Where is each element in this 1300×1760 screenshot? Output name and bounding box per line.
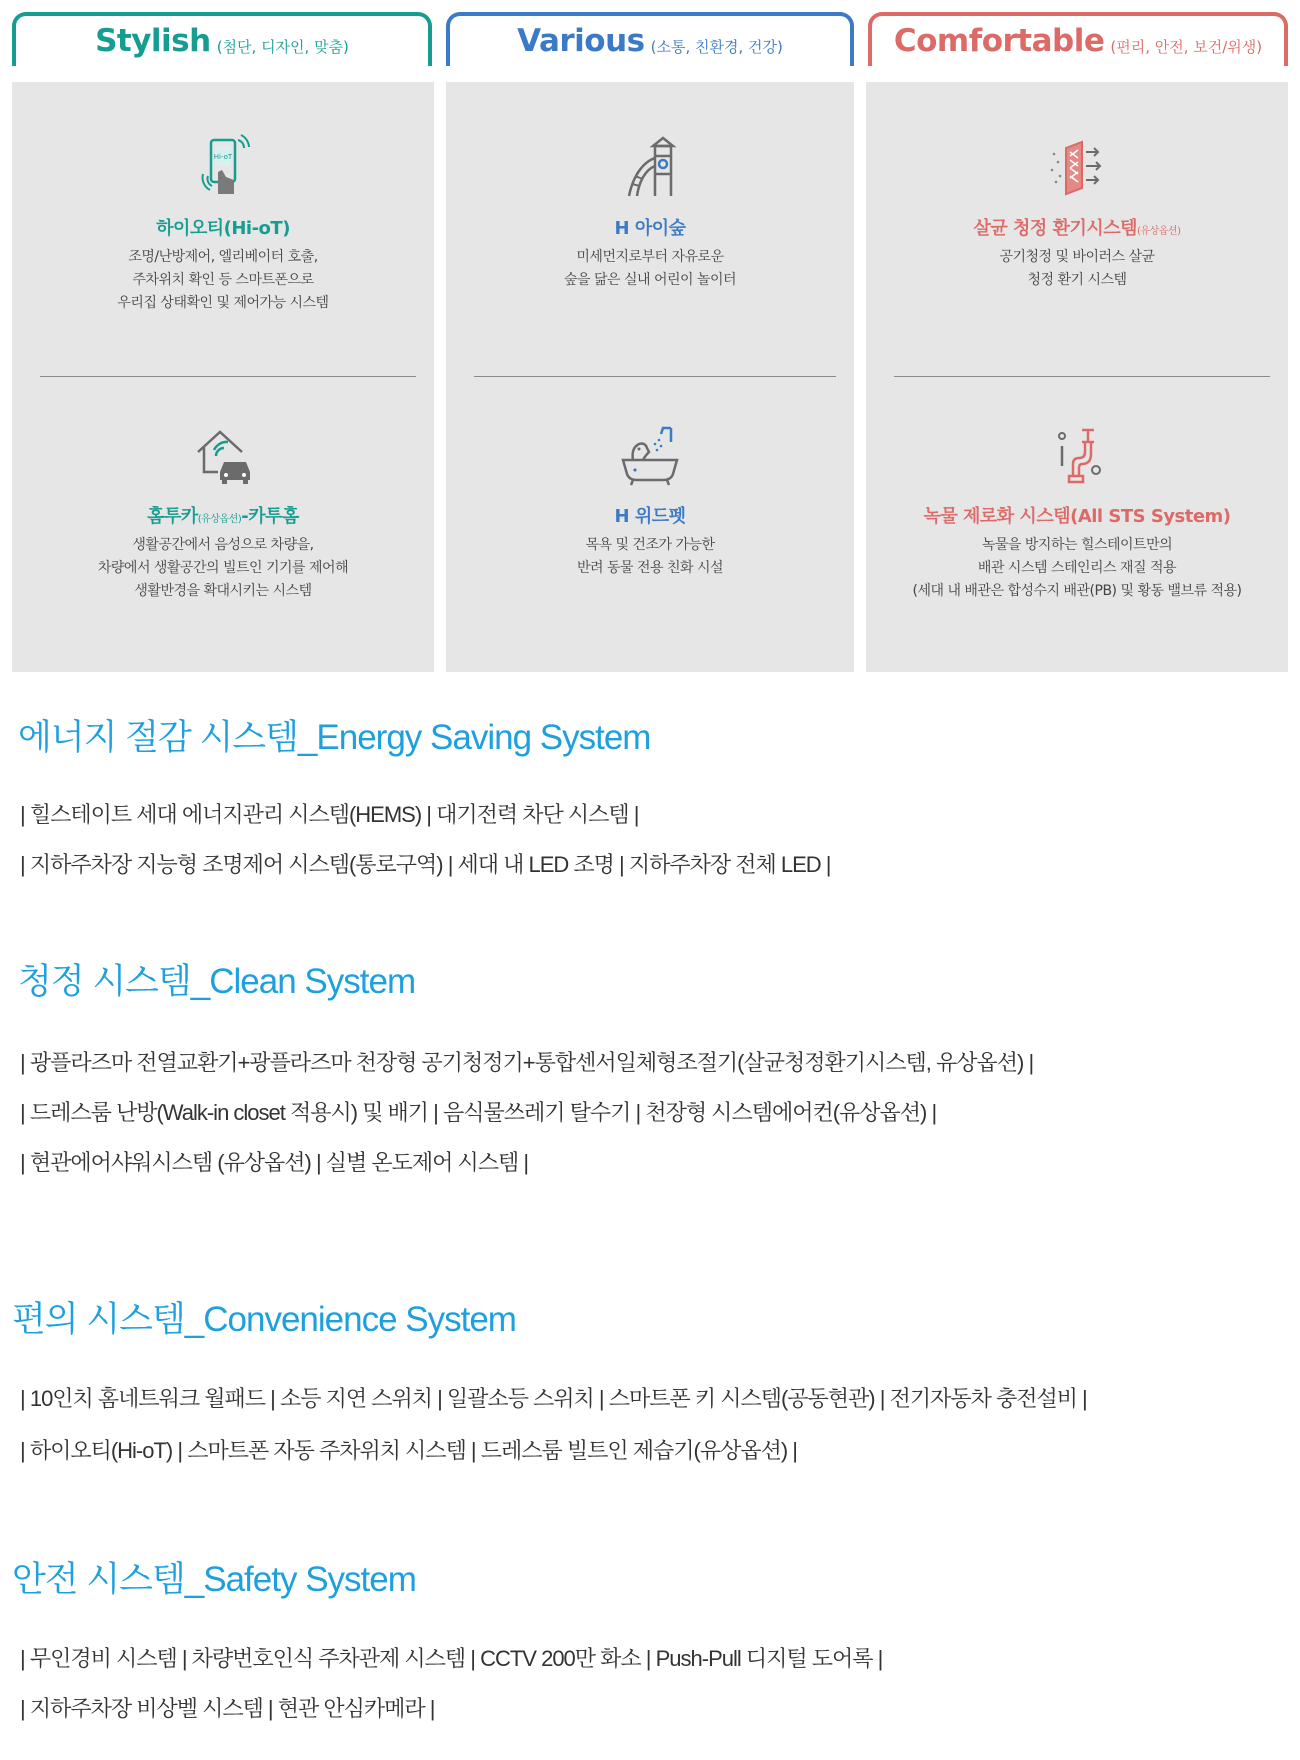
section-title-clean: 청정 시스템_Clean System bbox=[18, 962, 416, 1001]
section-line: | 지하주차장 비상벨 시스템 | 현관 안심카메라 | bbox=[20, 1696, 435, 1721]
feature-title: 녹물 제로화 시스템(All STS System) bbox=[923, 506, 1231, 527]
feature-no-rust-water bbox=[866, 420, 1288, 603]
comfortable-panel bbox=[866, 82, 1288, 672]
section-line: | 힐스테이트 세대 에너지관리 시스템(HEMS) | 대기전력 차단 시스템 | bbox=[20, 802, 639, 827]
section-line: | 드레스룸 난방(Walk-in closet 적용시) 및 배기 | 음식물쓰레기 탈수기 | 천장형 시스템에어컨(유상옵션) | bbox=[20, 1100, 937, 1125]
tab-various bbox=[446, 12, 854, 66]
feature-description: 조명/난방제어, 엘리베이터 호출, 주차위치 확인 등 스마트폰으로 우리집 상태확인 및 제어가능 시스템 bbox=[117, 249, 329, 311]
feature-home-to-car bbox=[12, 420, 434, 603]
section-title-energy: 에너지 절감 시스템_Energy Saving System bbox=[18, 718, 651, 757]
feature-description: 생활공간에서 음성으로 차량을, 차량에서 생활공간의 빌트인 기기를 제어해 생활반경을 확대시키는 시스템 bbox=[97, 537, 349, 599]
pet-bath-icon bbox=[615, 420, 685, 490]
feature-h-isup bbox=[446, 132, 854, 292]
section-line: | 지하주차장 지능형 조명제어 시스템(통로구역) | 세대 내 LED 조명 | 지하주차장 전체 LED | bbox=[20, 852, 831, 877]
feature-hi-ot bbox=[12, 132, 434, 315]
feature-description: 녹물을 방지하는 힐스테이트만의 배관 시스템 스테인리스 재질 적용 (세대 내 배관은 합성수지 배관(PB) 및 황동 밸브류 적용) bbox=[912, 537, 1242, 599]
section-title-convenience: 편의 시스템_Convenience System bbox=[12, 1300, 516, 1339]
divider bbox=[894, 376, 1270, 377]
divider bbox=[474, 376, 836, 377]
feature-description: 공기청정 및 바이러스 살균 청정 환기 시스템 bbox=[999, 249, 1155, 288]
divider bbox=[40, 376, 416, 377]
feature-h-with-pet bbox=[446, 420, 854, 580]
feature-description: 미세먼지로부터 자유로운 숲을 닮은 실내 어린이 놀이터 bbox=[563, 249, 737, 288]
pipe-icon bbox=[1042, 420, 1112, 490]
section-title-safety: 안전 시스템_Safety System bbox=[12, 1560, 416, 1599]
tab-title: Stylish bbox=[95, 23, 211, 59]
feature-title: 살균 청정 환기시스템(유상옵션) bbox=[973, 218, 1181, 239]
section-line: | 현관에어샤워시스템 (유상옵션) | 실별 온도제어 시스템 | bbox=[20, 1150, 529, 1175]
tab-title: Comfortable bbox=[893, 23, 1105, 59]
section-line: | 10인치 홈네트워크 월패드 | 소등 지연 스위치 | 일괄소등 스위치 | 스마트폰 키 시스템(공동현관) | 전기자동차 충전설비 | bbox=[20, 1386, 1087, 1411]
section-line: | 광플라즈마 전열교환기+광플라즈마 천장형 공기청정기+통합센서일체형조절기(살균청정환기시스템, 유상옵션) | bbox=[20, 1050, 1034, 1075]
playground-slide-icon bbox=[615, 132, 685, 202]
home-car-icon bbox=[188, 420, 258, 490]
smartphone-icon bbox=[188, 132, 258, 202]
section-line: | 하이오티(Hi-oT) | 스마트폰 자동 주차위치 시스템 | 드레스룸 빌트인 제습기(유상옵션) | bbox=[20, 1438, 797, 1463]
svg-text:Hi-oT: Hi-oT bbox=[213, 153, 233, 161]
feature-title: H 아이숲 bbox=[614, 218, 686, 239]
stylish-panel bbox=[12, 82, 434, 672]
tab-comfortable bbox=[868, 12, 1288, 66]
feature-description: 목욕 및 건조가 가능한 반려 동물 전용 친화 시설 bbox=[576, 537, 724, 576]
feature-title: 홈투카(유상옵션)-카투홈 bbox=[147, 506, 299, 527]
section-line: | 무인경비 시스템 | 차량번호인식 주차관제 시스템 | CCTV 200만 화소 | Push-Pull 디지털 도어록 | bbox=[20, 1646, 883, 1671]
feature-title: 하이오티(Hi-oT) bbox=[156, 218, 290, 239]
tab-stylish bbox=[12, 12, 432, 66]
various-panel bbox=[446, 82, 854, 672]
feature-title: H 위드펫 bbox=[614, 506, 686, 527]
tab-subtitle: (편리, 안전, 보건/위생) bbox=[1110, 37, 1263, 56]
tab-subtitle: (첨단, 디자인, 맞춤) bbox=[216, 37, 349, 56]
tab-title: Various bbox=[517, 23, 645, 59]
tab-subtitle: (소통, 친환경, 건강) bbox=[650, 37, 783, 56]
feature-ventilation bbox=[866, 132, 1288, 292]
air-filter-icon bbox=[1042, 132, 1112, 202]
